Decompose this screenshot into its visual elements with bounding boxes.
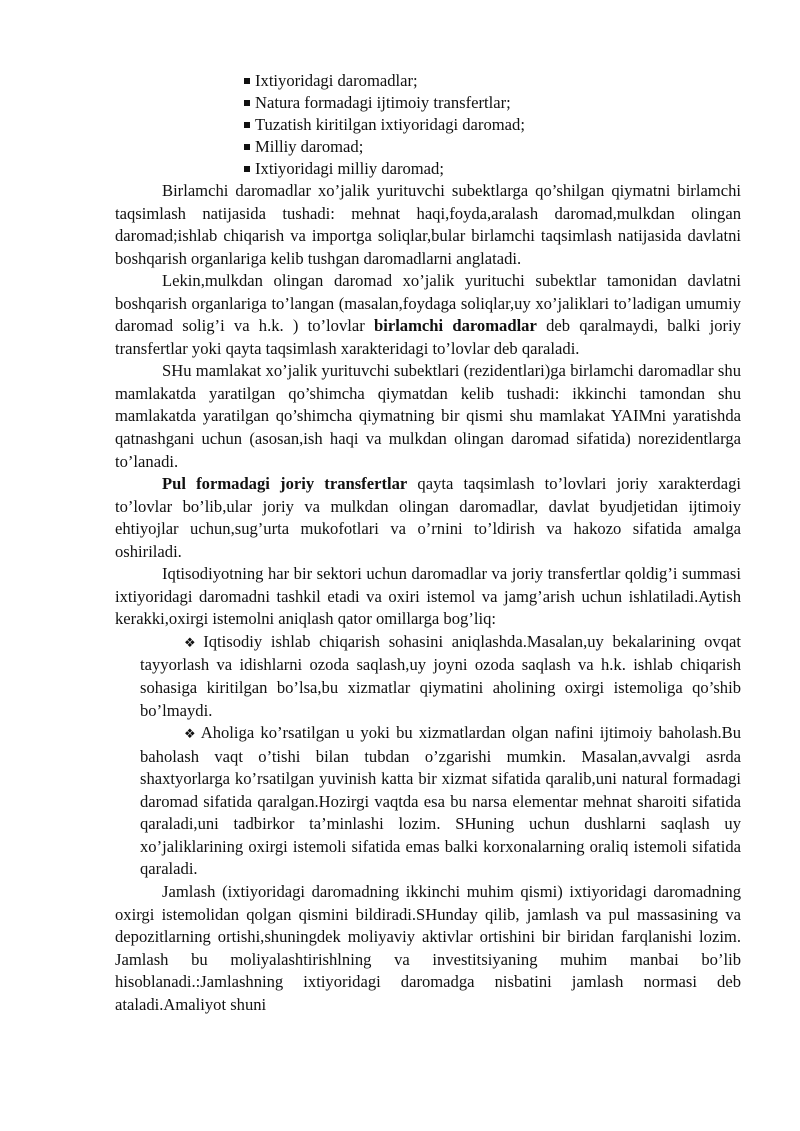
document-page [115, 70, 741, 1016]
diamond-cluster-icon: ❖ [184, 634, 201, 650]
paragraph-shu-mamlakat: SHu mamlakat xo’jalik yurituvchi subektlari (rezidentlari)ga birlamchi daromadlar shu mamlakatda yaratilgan qo’shimcha qiymatdan kelib tushadi: ikkinchi tamondan shu mamlakatda yaratilgan qo’shimcha qiymatning bir qismi shu mamlakat YAIMni yaratishda qatnashgani uchun (asosan,ish haqi va mulkdan olingan daromad sifatida) norezidentlarga to’lanadi. [115, 361, 741, 471]
sub-bullet-1: ❖ Iqtisodiy ishlab chiqarish sohasini aniqlashda.Masalan,uy bekalarining ovqat tayyorlash va idishlarni ozoda saqlash,uy joyni ozoda saqlash va h.k. ishlab chiqarish sohasiga kiritilgan bo’lsa,bu xizmatlar qiymatini aholining oxirgi istemoliga qo’shib bo’lmaydi. [140, 631, 741, 720]
square-bullet-icon [244, 144, 250, 150]
list-item: Milliy daromad; [243, 136, 741, 158]
list-item: Natura formadagi ijtimoiy transfertlar; [243, 92, 741, 114]
square-bullet-icon [244, 78, 250, 84]
paragraph-iqtisodiyot: Iqtisodiyotning har bir sektori uchun daromadlar va joriy transfertlar qoldig’i summasi ixtiyoridagi daromadni tashkil etadi va oxiri istemol va jamg’arish uchun ishlatiladi.Aytish kerakki,oxirgi istemolni aniqlash qator omillarga bog’liq: [115, 564, 741, 629]
list-item: Ixtiyoridagi milliy daromad; [243, 158, 741, 180]
bullet-list [115, 70, 741, 180]
list-item: Ixtiyoridagi daromadlar; [243, 70, 741, 92]
bold-term: Pul formadagi joriy transfertlar [162, 474, 408, 494]
bold-term: birlamchi daromadlar [373, 316, 537, 336]
square-bullet-icon [244, 100, 250, 106]
paragraph-birlamchi: Birlamchi daromadlar xo’jalik yurituvchi subektlarga qo’shilgan qiymatni birlamchi taqsimlash natijasida tushadi: mehnat haqi,foyda,aralash daromad,mulkdan olingan daromad;ishlab chiqarish va importga soliqlar,bular birlamchi taqsimlash natijasida davlatni boshqarish organlariga kelib tushgan daromadlarni anglatadi. [115, 181, 741, 268]
square-bullet-icon [244, 166, 250, 172]
paragraph-jamlash: Jamlash (ixtiyoridagi daromadning ikkinchi muhim qismi) ixtiyoridagi daromadning oxirgi istemolidan qolgan qismini bildiradi.SHunday qilib, jamlash va pul massasining va depozitlarning ortishi,shuningdek moliyaviy aktivlar ortishini bir biridan farqlanishi lozim. Jamlash bu moliyalashtirishlning va investitsiyaning muhim manbai bo’lib hisoblanadi.:Jamlashning ixtiyoridagi daromadga nisbatini jamlash normasi deb ataladi.Amaliyot shuni [115, 881, 741, 1014]
paragraph-pul-formadagi: Pul formadagi joriy transfertlar qayta taqsimlash to’lovlari joriy xarakterdagi to’lovlar bo’lib,ular joriy va mulkdan olingan daromadlar, davlat byudjetidan ijtimoiy ehtiyojlar uchun,sug’urta mukofotlari va o’rnini to’ldirish va hakozo sifatida amalga oshiriladi. [115, 474, 742, 561]
sub-bullet-2: ❖ Aholiga ko’rsatilgan u yoki bu xizmatlardan olgan nafini ijtimoiy baholash.Bu baholash vaqt o’tishi bilan tubdan o’zgarishi mumkin. Masalan,avvalgi asrda shaxtyorlarga ko’rsatilgan yuvinish katta bir xizmat sifatida qaralib,uni natural formadagi daromad sifatida qaralgan.Hozirgi vaqtda esa bu narsa elementar mehnat sharoiti sifatida qaraladi,uni tadbirkor ta’minlashi lozim. SHuning uchun dushlarni saqlash uy xo’jaliklarining oxirgi istemoli sifatida emas balki korxonalarning oraliq istemoli sifatida qaraladi. [140, 723, 742, 879]
diamond-cluster-icon: ❖ [184, 726, 198, 742]
paragraph-lekin: Lekin,mulkdan olingan daromad xo’jalik yurituchi subektlar tamonidan davlatni boshqarish organlariga to’langan (masalan,foydaga soliqlar,uy xo’jaliklari to’ladigan umumiy daromad solig’i va h.k. ) to’lovlar birlamchi daromadlar deb qaralmaydi, balki joriy transfertlar yoki qayta taqsimlash xarakteridagi to’lovlar deb qaraladi. [115, 271, 741, 358]
list-item: Tuzatish kiritilgan ixtiyoridagi daromad; [243, 114, 741, 136]
square-bullet-icon [244, 122, 250, 128]
